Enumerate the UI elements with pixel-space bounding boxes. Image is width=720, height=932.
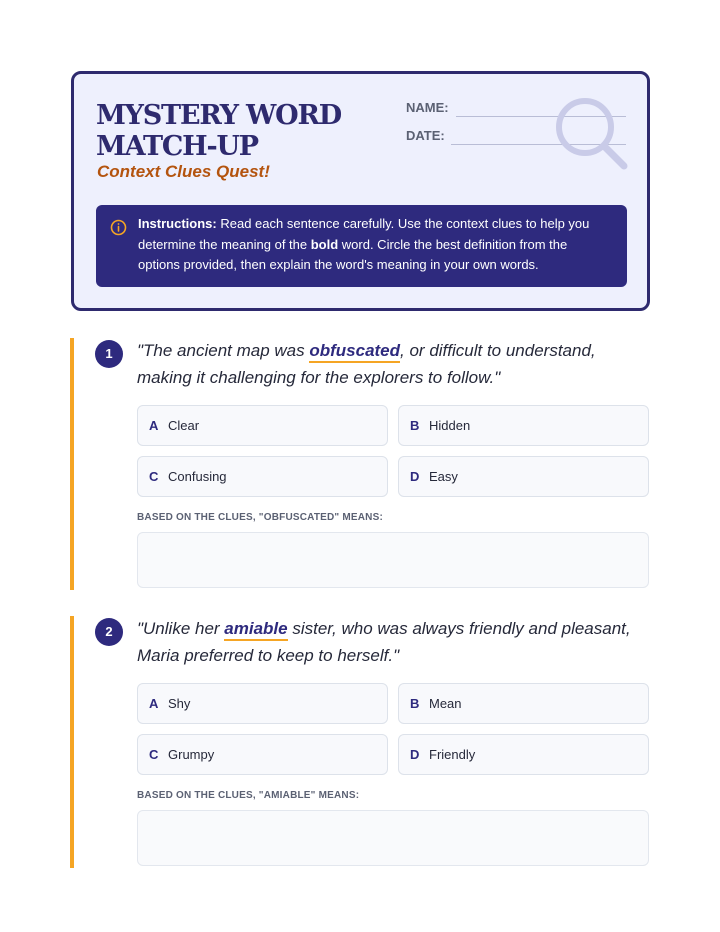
bold-word: bold — [310, 236, 339, 252]
option-letter: D — [410, 747, 420, 762]
magnifier-icon — [552, 94, 632, 174]
date-label: DATE: — [406, 128, 445, 143]
option-b[interactable] — [398, 405, 649, 446]
instructions-label: Instructions: — [138, 216, 217, 231]
worksheet-subtitle: Context Clues Quest! — [97, 162, 270, 181]
option-label: Mean — [429, 696, 462, 711]
option-label: Confusing — [168, 469, 227, 484]
answer-prompt: BASED ON THE CLUES, "AMIABLE" MEANS: — [137, 790, 360, 801]
option-label: Shy — [168, 696, 191, 711]
instructions-text: Instructions: Read each sentence carefully. Use the context clues to help you determine the meaning of the bold word. Circle the best definition from the options provided, then explain the word's meaning in your own words. — [138, 216, 590, 272]
option-letter: A — [149, 696, 159, 711]
mystery-word: obfuscated — [309, 341, 400, 363]
question-accent-bar — [70, 616, 74, 868]
option-label: Grumpy — [168, 747, 215, 762]
mystery-word: amiable — [224, 619, 287, 641]
option-label: Clear — [168, 418, 200, 433]
question-2 — [70, 616, 650, 868]
option-a[interactable] — [137, 683, 388, 724]
question-1 — [70, 338, 650, 590]
info-icon — [110, 219, 127, 236]
question-number: 2 — [95, 618, 123, 646]
option-letter: A — [149, 418, 159, 433]
answer-box[interactable] — [137, 810, 649, 866]
question-accent-bar — [70, 338, 74, 590]
answer-box[interactable] — [137, 532, 649, 588]
option-letter: C — [149, 469, 159, 484]
name-label: NAME: — [406, 100, 449, 115]
option-label: Hidden — [429, 418, 471, 433]
answer-prompt: BASED ON THE CLUES, "OBFUSCATED" MEANS: — [137, 512, 383, 523]
option-a[interactable] — [137, 405, 388, 446]
instructions-box — [96, 205, 627, 287]
question-number: 1 — [95, 340, 123, 368]
option-letter: C — [149, 747, 159, 762]
question-sentence: "Unlike her amiable sister, who was always friendly and pleasant, Maria preferred to keep to herself." — [137, 619, 631, 665]
option-letter: B — [410, 418, 420, 433]
option-letter: D — [410, 469, 420, 484]
option-label: Friendly — [429, 747, 476, 762]
option-c[interactable] — [137, 456, 388, 497]
option-d[interactable] — [398, 456, 649, 497]
option-letter: B — [410, 696, 420, 711]
question-sentence: "The ancient map was obfuscated, or difficult to understand, making it challenging for the explorers to follow." — [137, 341, 596, 387]
option-c[interactable] — [137, 734, 388, 775]
option-label: Easy — [429, 469, 458, 484]
worksheet-title: MYSTERY WORD MATCH-UP — [96, 100, 341, 162]
option-d[interactable] — [398, 734, 649, 775]
option-b[interactable] — [398, 683, 649, 724]
worksheet-header — [71, 71, 650, 311]
